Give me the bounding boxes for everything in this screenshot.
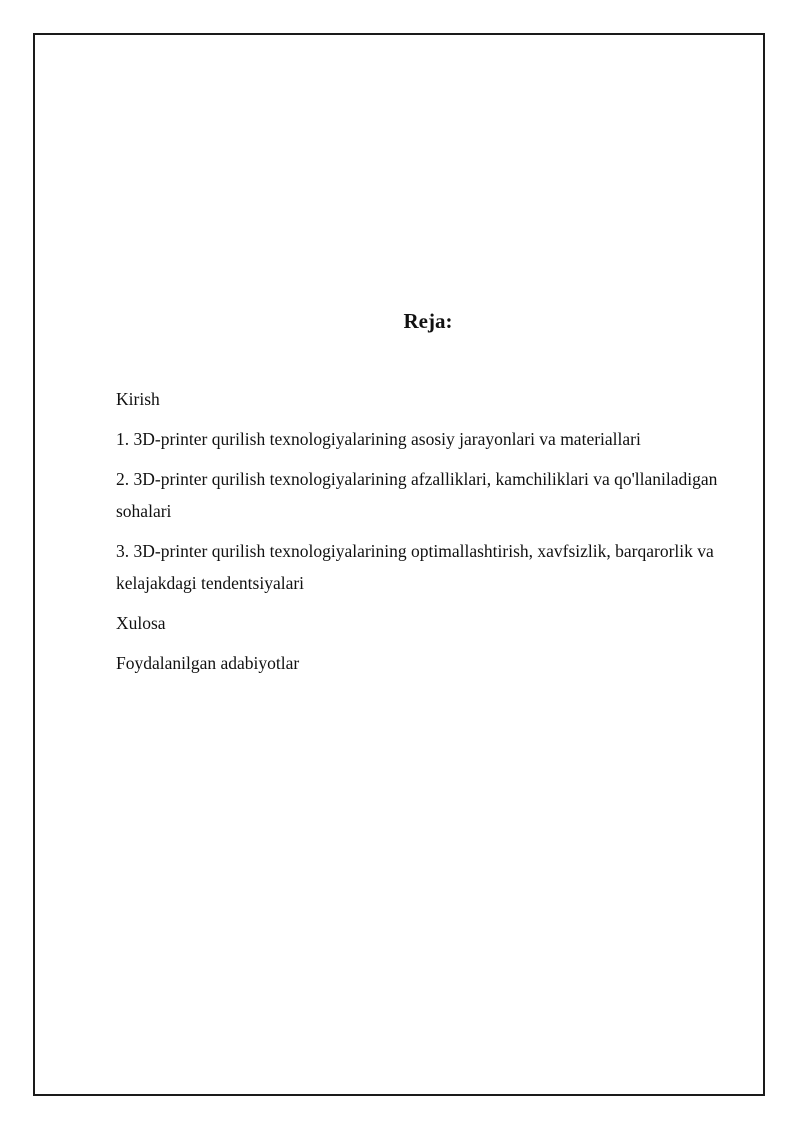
plan-item-references: Foydalanilgan adabiyotlar (116, 653, 300, 673)
plan-item-2: 2. 3D-printer qurilish texnologiyalarining afzalliklari, kamchiliklari va qo'llaniladigan sohalari (116, 469, 718, 521)
plan-item-3: 3. 3D-printer qurilish texnologiyalarining optimallashtirish, xavfsizlik, barqarorlik va kelajakdagi tendentsiyalari (116, 541, 714, 593)
plan-list (116, 383, 746, 687)
plan-item-introduction: Kirish (116, 389, 160, 409)
page-border (33, 33, 765, 1096)
plan-item-conclusion: Xulosa (116, 613, 166, 633)
page-title: Reja: (403, 309, 453, 333)
plan-item-1: 1. 3D-printer qurilish texnologiyalarining asosiy jarayonlari va materiallari (116, 429, 641, 449)
